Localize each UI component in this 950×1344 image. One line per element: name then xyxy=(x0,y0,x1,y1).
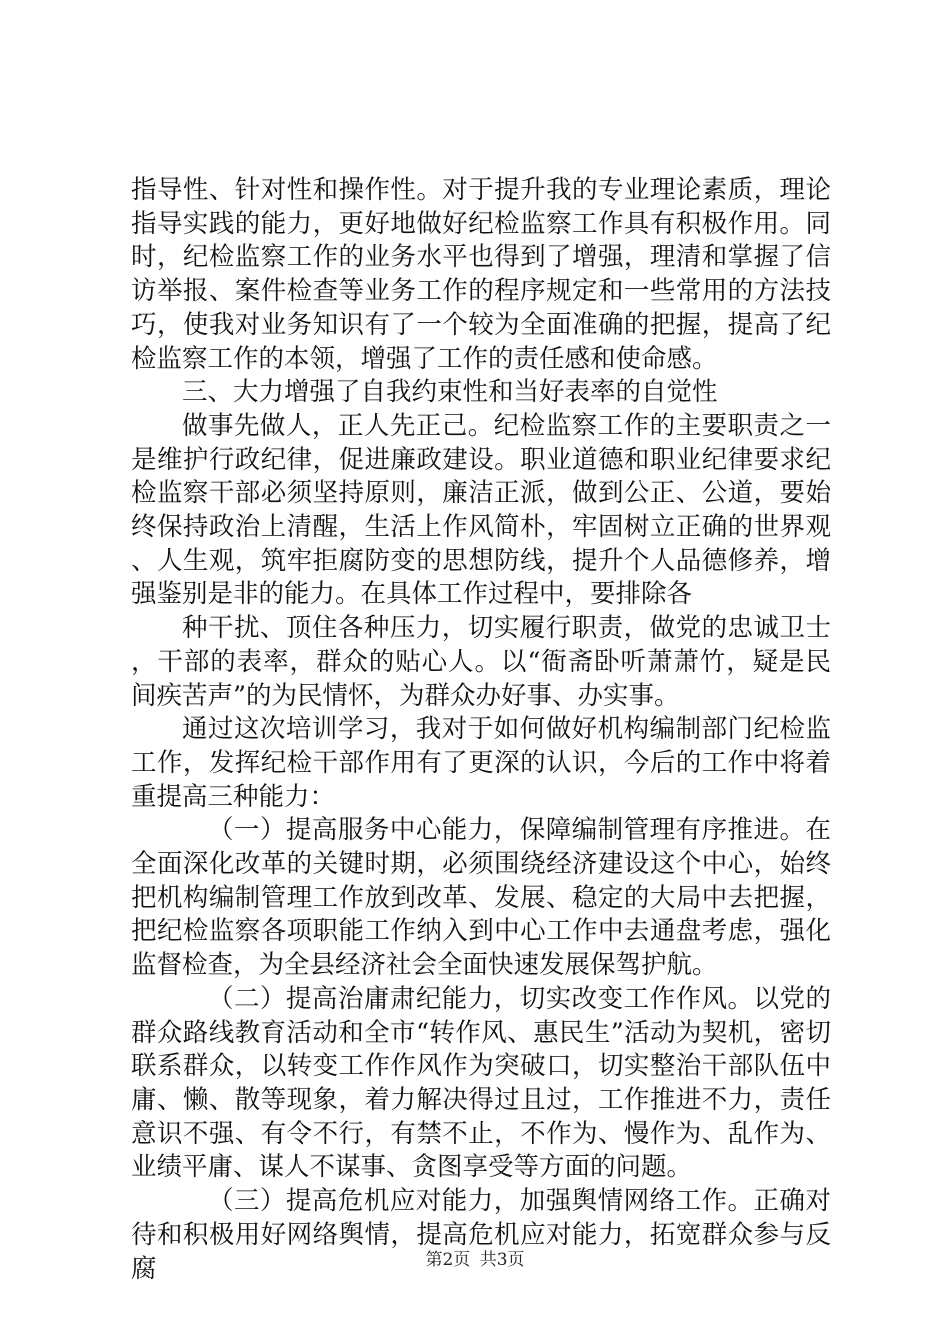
paragraph-5: 通过这次培训学习，我对于如何做好机构编制部门纪检监工作，发挥纪检干部作用有了更深的认识，今后的工作中将着重提高三种能力： xyxy=(131,714,831,812)
paragraph-4: 种干扰、顶住各种压力，切实履行职责，做党的忠诚卫士，干部的表率，群众的贴心人。以“衙斋卧听萧萧竹，疑是民间疾苦声”的为民情怀，为群众办好事、办实事。 xyxy=(131,613,831,711)
ability-item-2: （二）提高治庸肃纪能力，切实改变工作作风。以党的群众路线教育活动和全市“转作风、惠民生”活动为契机，密切联系群众，以转变工作作风作为突破口，切实整治干部队伍中庸、懒、散等现象，着力解决得过且过，工作推进不力，责任意识不强、有令不行，有禁不止，不作为、慢作为、乱作为、业绩平庸、谋人不谋事、贪图享受等方面的问题。 xyxy=(131,983,831,1183)
ability-item-3: （三）提高危机应对能力，加强舆情网络工作。正确对待和积极用好网络舆情，提高危机应对能力，拓宽群众参与反腐 xyxy=(131,1186,831,1284)
page-footer xyxy=(0,1245,950,1270)
paragraph-1: 指导性、针对性和操作性。对于提升我的专业理论素质，理论指导实践的能力，更好地做好纪检监察工作具有积极作用。同时，纪检监察工作的业务水平也得到了增强，理清和掌握了信访举报、案件检查等业务工作的程序规定和一些常用的方法技巧，使我对业务知识有了一个较为全面准确的把握，提高了纪检监察工作的本领，增强了工作的责任感和使命感。 xyxy=(131,175,831,374)
section-heading-3: 三、大力增强了自我约束性和当好表率的自觉性 xyxy=(182,377,718,408)
page-number: 第2页 xyxy=(425,1250,471,1270)
document-body xyxy=(131,174,831,1286)
page-total: 共3页 xyxy=(479,1250,525,1270)
paragraph-3: 做事先做人，正人先正己。纪检监察工作的主要职责之一是维护行政纪律，促进廉政建设。职业道德和职业纪律要求纪检监察干部必须坚持原则，廉洁正派，做到公正、公道，要始终保持政治上清醒，生活上作风简朴，牢固树立正确的世界观、人生观，筑牢拒腐防变的思想防线，提升个人品德修养，增强鉴别是非的能力。在具体工作过程中，要排除各 xyxy=(131,410,831,610)
ability-item-1: （一）提高服务中心能力，保障编制管理有序推进。在全面深化改革的关键时期，必须围绕经济建设这个中心，始终把机构编制管理工作放到改革、发展、稳定的大局中去把握，把纪检监察各项职能工作纳入到中心工作中去通盘考虑，强化监督检查，为全县经济社会全面快速发展保驾护航。 xyxy=(131,815,831,981)
